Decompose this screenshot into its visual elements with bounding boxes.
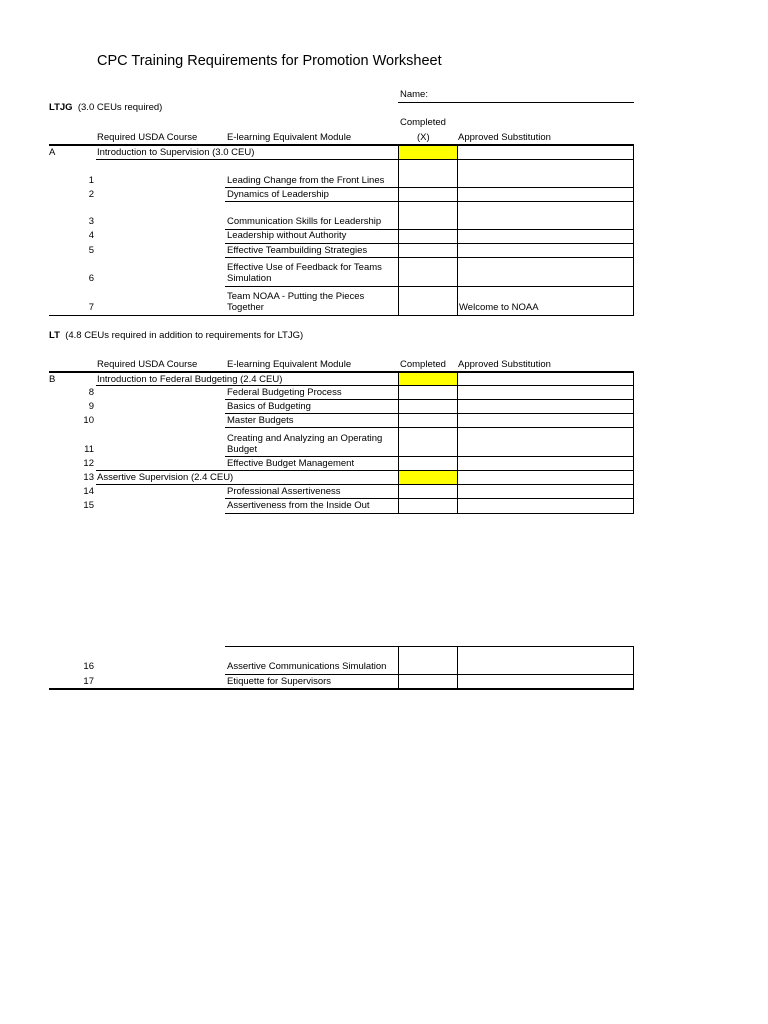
module-name: Dynamics of Leadership [227,189,329,200]
module-name: Professional Assertiveness [227,486,341,497]
lt-bottom-rule [49,688,634,690]
name-line [398,102,634,103]
row-rule [96,470,634,471]
row-rule [225,674,634,675]
col-rule [457,646,458,689]
module-name: Communication Skills for Leadership [227,216,382,227]
col-rule [633,145,634,315]
row-number: 13 [83,472,94,483]
lt-course-13-completed-cell[interactable] [399,471,457,484]
row-number: 2 [88,189,94,200]
row-number: 9 [88,401,94,412]
ltjg-col-module: E-learning Equivalent Module [227,132,352,143]
course-name: Assertive Supervision (2.4 CEU) [97,472,234,483]
module-name: Leading Change from the Front Lines [227,175,385,186]
lt-col-completed: Completed [400,359,446,370]
lt-col-course: Required USDA Course [97,359,198,370]
row-number: 8 [88,387,94,398]
ltjg-course: Introduction to Supervision (3.0 CEU) [97,147,255,158]
row-rule [225,201,634,202]
module-name: Effective Use of Feedback for Teams Simulation [227,262,382,284]
row-rule [225,646,634,647]
ltjg-rank: LTJG [49,102,73,113]
lt-course: Introduction to Federal Budgeting (2.4 CEU) [97,374,283,385]
row-number: 17 [83,676,94,687]
module-name: Master Budgets [227,415,294,426]
row-number: 14 [83,486,94,497]
module-name: Basics of Budgeting [227,401,311,412]
col-rule [457,145,458,315]
lt-rank: LT [49,330,60,341]
col-rule [633,372,634,513]
page-title: CPC Training Requirements for Promotion Worksheet [97,53,442,69]
module-name: Creating and Analyzing an Operating Budget [227,433,383,455]
row-rule [225,456,634,457]
lt-heading [49,330,303,341]
row-number: 16 [83,661,94,672]
ltjg-bottom-rule [49,315,634,316]
module-name: Effective Budget Management [227,458,355,469]
row-rule [96,385,634,386]
ltjg-course-a-completed-cell[interactable] [399,146,457,159]
row-number: 6 [88,273,94,284]
module-name: Etiquette for Supervisors [227,676,332,687]
name-label: Name: [400,89,428,100]
row-rule [225,513,634,514]
ltjg-note: (3.0 CEUs required) [77,102,163,113]
lt-course-letter: B [49,374,56,385]
col-rule [457,372,458,513]
lt-col-module: E-learning Equivalent Module [227,359,352,370]
row-rule [96,159,634,160]
ltjg-heading [49,102,162,113]
module-name: Federal Budgeting Process [227,387,342,398]
row-rule [225,498,634,499]
row-number: 12 [83,458,94,469]
row-number: 10 [83,415,94,426]
row-number: 15 [83,500,94,511]
row-rule [225,257,634,258]
row-number: 4 [88,230,94,241]
row-number: 1 [88,175,94,186]
ltjg-col-completed-x: (X) [417,132,430,143]
row-rule [225,286,634,287]
row-rule [96,484,634,485]
ltjg-course-letter: A [49,147,56,158]
row-rule [225,243,634,244]
lt-col-subst: Approved Substitution [458,359,551,370]
lt-top-rule [49,371,634,373]
module-name: Assertiveness from the Inside Out [227,500,370,511]
row-rule [225,399,634,400]
row-rule [225,427,634,428]
ltjg-col-completed: Completed [400,117,446,128]
col-rule [398,372,399,513]
module-name: Team NOAA - Putting the Pieces Together [227,291,365,313]
ltjg-col-course: Required USDA Course [97,132,198,143]
module-name: Leadership without Authority [227,230,347,241]
col-rule [398,646,399,689]
module-name: Effective Teambuilding Strategies [227,245,368,256]
lt-course-b-completed-cell[interactable] [399,373,457,385]
ltjg-col-subst: Approved Substitution [458,132,551,143]
row-number: 5 [88,245,94,256]
row-number: 7 [88,302,94,313]
row-rule [225,187,634,188]
lt-note: (4.8 CEUs required in addition to requirements for LTJG) [65,330,304,341]
row-number: 3 [88,216,94,227]
row-rule [225,413,634,414]
substitution-value: Welcome to NOAA [459,302,539,313]
col-rule [633,646,634,689]
row-number: 11 [84,444,94,455]
ltjg-top-rule [49,144,634,146]
module-name: Assertive Communications Simulation [227,661,387,672]
col-rule [398,145,399,315]
